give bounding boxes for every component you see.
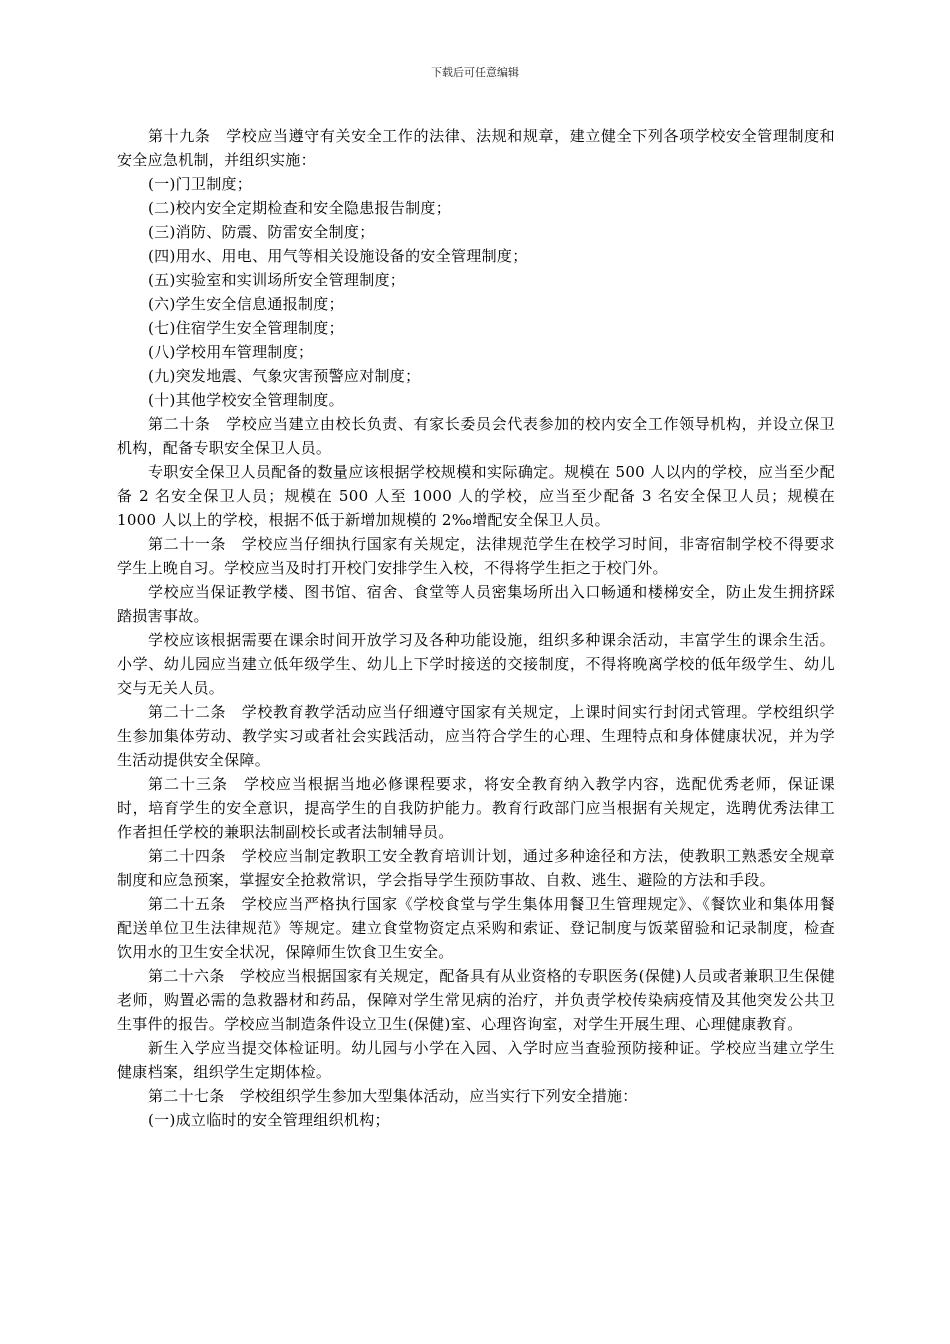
list-item: (四)用水、用电、用气等相关设施设备的安全管理制度； [148,247,528,265]
list-item: (八)学校用车管理制度； [148,343,314,361]
article-19-paragraph: 第十九条 学校应当遵守有关安全工作的法律、法规和规章，建立健全下列各项学校安全管理制度和安全应急机制，并组织实施： [117,127,835,169]
list-item: (三)消防、防震、防雷安全制度； [148,223,375,241]
article-20-paragraph: 第二十条 学校应当建立由校长负责、有家长委员会代表参加的校内安全工作领导机构，并设立保卫机构，配备专职安全保卫人员。 [117,415,835,457]
list-item: (一)门卫制度； [148,175,253,193]
article-26-paragraph: 第二十六条 学校应当根据国家有关规定，配备具有从业资格的专职医务(保健)人员或者兼职卫生保健老师，购置必需的急救器材和药品，保障对学生常见病的治疗，并负责学校传染病疫情及其他突发公共卫生事件的报告。学校应当制造条件设立卫生(保健)室、心理咨询室，对学生开展生理、心理健康教育。 [117,967,835,1033]
page-header: 下载后可任意编辑 [431,66,519,79]
list-item: (一)成立临时的安全管理组织机构； [148,1111,390,1129]
paragraph: 学校应当保证教学楼、图书馆、宿舍、食堂等人员密集场所出入口畅通和楼梯安全，防止发生拥挤踩踏损害事故。 [117,583,835,625]
paragraph: 新生入学应当提交体检证明。幼儿园与小学在入园、入学时应当查验预防接种证。学校应当建立学生健康档案，组织学生定期体检。 [117,1039,835,1081]
article-27-paragraph: 第二十七条 学校组织学生参加大型集体活动，应当实行下列安全措施： [148,1087,638,1105]
article-21-paragraph: 第二十一条 学校应当仔细执行国家有关规定，法律规范学生在校学习时间，非寄宿制学校不得要求学生上晚自习。学校应当及时打开校门安排学生入校，不得将学生拒之于校门外。 [117,535,835,577]
paragraph: 专职安全保卫人员配备的数量应该根据学校规模和实际确定。规模在 500 人以内的学校，应当至少配备 2 名安全保卫人员；规模在 500 人至 1000 人的学校，应当至少配备 3 名安全保卫人员；规模在 1000 人以上的学校，根据不低于新增加规模的 2‰增配安全保卫人员。 [117,463,835,529]
list-item: (七)住宿学生安全管理制度； [148,319,344,337]
list-item: (九)突发地震、气象灾害预警应对制度； [148,367,421,385]
list-item: (六)学生安全信息通报制度； [148,295,344,313]
list-item: (二)校内安全定期检查和安全隐患报告制度； [148,199,452,217]
list-item: (五)实验室和实训场所安全管理制度； [148,271,406,289]
paragraph: 学校应该根据需要在课余时间开放学习及各种功能设施，组织多种课余活动，丰富学生的课余生活。小学、幼儿园应当建立低年级学生、幼儿上下学时接送的交接制度，不得将晚离学校的低年级学生、幼儿交与无关人员。 [117,631,835,697]
article-23-paragraph: 第二十三条 学校应当根据当地必修课程要求，将安全教育纳入教学内容，选配优秀老师，保证课时，培育学生的安全意识，提高学生的自我防护能力。教育行政部门应当根据有关规定，选聘优秀法律工作者担任学校的兼职法制副校长或者法制辅导员。 [117,775,835,841]
list-item: (十)其他学校安全管理制度。 [148,391,344,409]
article-25-paragraph: 第二十五条 学校应当严格执行国家《学校食堂与学生集体用餐卫生管理规定》、《餐饮业和集体用餐配送单位卫生法律规范》等规定。建立食堂物资定点采购和索证、登记制度与饭菜留验和记录制度，检查饮用水的卫生安全状况，保障师生饮食卫生安全。 [117,895,835,961]
document-body [117,124,835,1132]
article-24-paragraph: 第二十四条 学校应当制定教职工安全教育培训计划，通过多种途径和方法，使教职工熟悉安全规章制度和应急预案，掌握安全抢救常识，学会指导学生预防事故、自救、逃生、避险的方法和手段。 [117,847,835,889]
article-22-paragraph: 第二十二条 学校教育教学活动应当仔细遵守国家有关规定，上课时间实行封闭式管理。学校组织学生参加集体劳动、教学实习或者社会实践活动，应当符合学生的心理、生理特点和身体健康状况，并为学生活动提供安全保障。 [117,703,835,769]
